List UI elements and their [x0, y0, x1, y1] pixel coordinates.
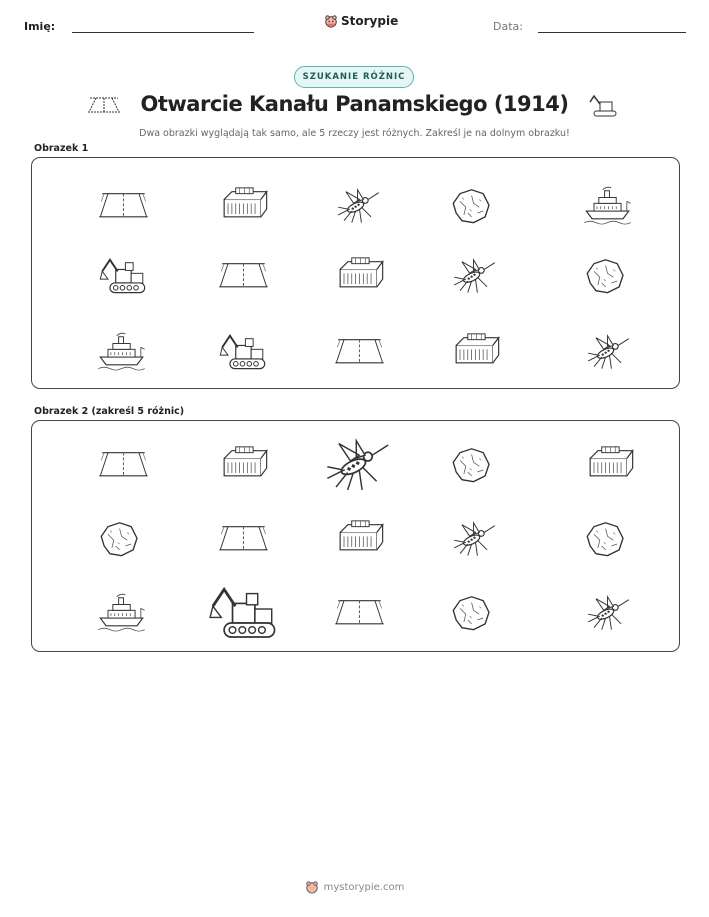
lock-icon [328, 250, 388, 300]
instructions: Dwa obrazki wyglądają tak samo, ale 5 rzeczy jest różnych. Zakreśl je na dolnym obrazku! [139, 128, 570, 139]
lock-icon[interactable] [328, 513, 388, 563]
lock-icon[interactable] [212, 439, 272, 489]
canal-icon [212, 250, 272, 300]
ship-icon[interactable] [92, 587, 152, 637]
mosquito-icon[interactable] [313, 427, 403, 502]
rock-icon[interactable] [578, 513, 638, 563]
activity-badge: SZUKANIE RÓŻNIC [294, 66, 414, 88]
mosquito-icon[interactable] [578, 587, 638, 637]
rock-icon [444, 180, 504, 230]
canal-icon[interactable] [328, 587, 388, 637]
rock-icon [578, 250, 638, 300]
rock-icon[interactable] [444, 439, 504, 489]
name-field[interactable] [72, 32, 254, 33]
footer-url: mystorypie.com [323, 881, 405, 893]
canal-icon [328, 326, 388, 376]
rock-icon[interactable] [92, 513, 152, 563]
canal-icon[interactable] [212, 513, 272, 563]
ship-icon [578, 180, 638, 230]
name-label: Imię: [24, 20, 56, 33]
canal-icon [92, 180, 152, 230]
mosquito-icon [578, 326, 638, 376]
date-field[interactable] [538, 32, 686, 33]
footer [0, 880, 709, 894]
brand-name: Storypie [341, 14, 399, 28]
mosquito-icon[interactable] [444, 513, 504, 563]
picture1-label: Obrazek 1 [34, 143, 89, 154]
picture1-panel [31, 157, 680, 389]
excavator-icon [212, 326, 272, 376]
brand-logo [324, 14, 398, 28]
canal-icon[interactable] [92, 439, 152, 489]
lock-icon [444, 326, 504, 376]
excavator-icon [588, 94, 620, 118]
mosquito-icon [444, 250, 504, 300]
picture2-label: Obrazek 2 (zakreśl 5 różnic) [34, 406, 185, 417]
picture2-panel[interactable] [31, 420, 680, 652]
lock-icon[interactable] [578, 439, 638, 489]
excavator-icon[interactable] [199, 576, 286, 649]
storypie-logo-icon [324, 14, 338, 28]
ship-icon [92, 326, 152, 376]
storypie-logo-icon [305, 880, 319, 894]
page-title: Otwarcie Kanału Panamskiego (1914) [140, 92, 569, 116]
date-label: Data: [493, 20, 523, 33]
mosquito-icon [328, 180, 388, 230]
excavator-icon [92, 250, 152, 300]
rock-icon[interactable] [444, 587, 504, 637]
lock-icon [212, 180, 272, 230]
